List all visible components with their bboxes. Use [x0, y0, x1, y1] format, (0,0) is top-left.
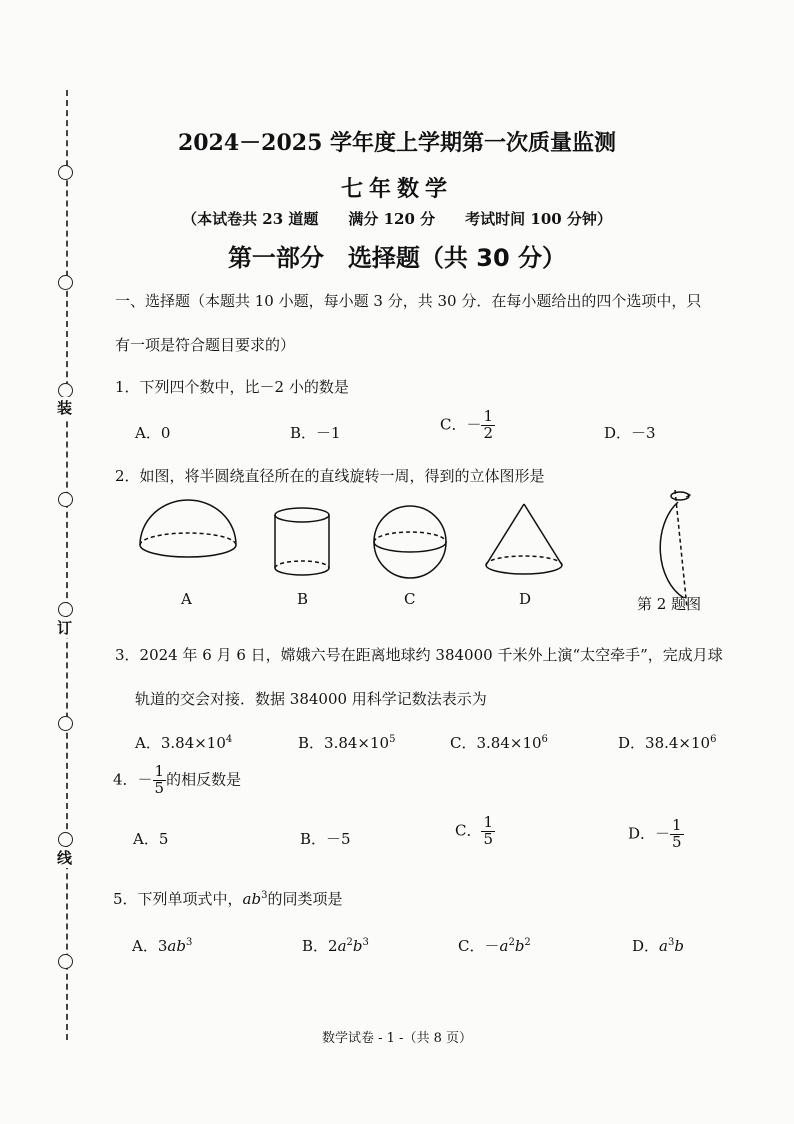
section-heading-line1: 一、选择题（本题共 10 小题，每小题 3 分，共 30 分．在每小题给出的四个选项中，只: [115, 292, 702, 310]
q3-option-b: [298, 732, 395, 753]
q3-stem-line2: 轨道的交会对接．数据 384000 用科学记数法表示为: [135, 690, 487, 708]
q4-c-numerator: 1: [483, 813, 494, 831]
q3-option-a: [135, 732, 232, 753]
q3-b-exponent: 5: [389, 734, 396, 745]
q5-c-var1: a: [499, 937, 509, 955]
binding-hole: [58, 954, 73, 969]
semicircle-rotation-figure: [660, 490, 690, 608]
q4-stem-fraction: [153, 764, 167, 797]
q5-c-var2: b: [514, 937, 525, 955]
q5-b-exp2: 3: [362, 937, 369, 948]
binding-dashed-line: [66, 90, 68, 1040]
q1-stem: 1．下列四个数中，比－2 小的数是: [115, 378, 349, 396]
q3-a-base: A．3.84×10: [135, 734, 226, 752]
q3-option-c: [450, 732, 548, 753]
q1-c-denominator: 2: [483, 423, 494, 442]
q1-option-d: D．－3: [604, 424, 656, 442]
q3-stem-line1: 3．2024 年 6 月 6 日，嫦娥六号在距离地球约 384000 千米外上演“太空牵手”，完成月球: [115, 646, 723, 664]
q5-stem-variable: ab: [242, 890, 262, 908]
q2-stem: 2．如图，将半圆绕直径所在的直线旋转一周，得到的立体图形是: [115, 467, 545, 485]
q5-d-exp1: 3: [667, 937, 675, 948]
q3-c-base: C．3.84×10: [450, 734, 542, 752]
q5-a-variable: ab: [167, 937, 186, 955]
binding-hole: [58, 716, 73, 731]
q3-option-d: [618, 732, 716, 753]
q2-figure-caption: 第 2 题图: [637, 595, 702, 613]
q2-label-a: A: [181, 590, 192, 608]
q3-a-exponent: 4: [225, 734, 233, 745]
q4-stem: [113, 764, 241, 797]
q4-option-c: [455, 815, 495, 848]
q4-stem-tail: 的相反数是: [166, 770, 242, 789]
q2-label-c: C: [404, 590, 416, 608]
q1-option-b: B．－1: [290, 424, 341, 442]
cylinder-figure: [275, 508, 329, 575]
sphere-figure: [374, 506, 446, 578]
q5-option-a: [132, 935, 192, 956]
q5-stem-prefix: 5．下列单项式中，: [113, 890, 243, 908]
q5-a-prefix: A．3: [132, 937, 168, 955]
exam-title: 2024－2025 学年度上学期第一次质量监测: [177, 130, 617, 156]
q4-option-d-prefix: D．－: [628, 824, 671, 843]
q5-d-var1: a: [659, 937, 668, 955]
q5-stem-tail: 的同类项是: [267, 890, 343, 908]
q3-d-base: D．38.4×10: [618, 734, 711, 752]
q4-option-d: [628, 818, 684, 851]
q1-option-c-fraction: [481, 409, 495, 442]
section-heading-line2: 有一项是符合题目要求的）: [115, 336, 296, 354]
q5-c-exp2: 2: [524, 937, 531, 948]
q5-a-exponent: 3: [185, 937, 193, 948]
q5-stem-exponent: 3: [261, 890, 268, 901]
binding-char-zhuang: 装: [57, 399, 73, 417]
q5-d-var2: b: [674, 937, 684, 955]
q5-stem: [113, 888, 342, 909]
q2-label-b: B: [297, 590, 309, 608]
q5-c-exp1: 2: [508, 937, 515, 948]
cone-figure: [486, 504, 562, 574]
part-title: 第一部分 选择题（共 30 分）: [227, 244, 567, 272]
q4-option-c-fraction: [481, 815, 495, 848]
q4-d-numerator: 1: [672, 816, 682, 834]
q4-numerator: 1: [154, 762, 165, 780]
binding-char-xian: 线: [57, 849, 73, 867]
q4-number: 4．－: [113, 770, 153, 789]
binding-hole: [58, 275, 73, 290]
page-footer: 数学试卷 - 1 -（共 8 页）: [322, 1031, 472, 1046]
exam-subtitle: 七年数学: [340, 176, 453, 202]
q4-d-denominator: 5: [672, 832, 682, 851]
q4-denominator: 5: [154, 778, 165, 797]
q5-b-var1: a: [337, 937, 347, 955]
q1-option-a: A．0: [135, 424, 171, 442]
q4-option-a: A．5: [133, 830, 169, 848]
binding-char-ding: 订: [57, 619, 73, 637]
binding-hole: [58, 832, 73, 847]
exam-info: （本试卷共 23 道题 满分 120 分 考试时间 100 分钟）: [182, 210, 612, 228]
q1-option-c-prefix: C．－: [440, 415, 482, 434]
q3-d-exponent: 6: [710, 734, 717, 745]
q5-c-prefix: C．－: [458, 937, 500, 955]
q4-option-d-fraction: [670, 818, 684, 851]
q5-b-prefix: B．2: [302, 937, 338, 955]
q3-b-base: B．3.84×10: [298, 734, 390, 752]
q4-option-b: B．－5: [300, 830, 351, 848]
hemisphere-figure: [140, 500, 236, 557]
binding-hole: [58, 602, 73, 617]
q1-c-numerator: 1: [483, 407, 494, 425]
q2-label-d: D: [519, 590, 532, 608]
q4-option-c-prefix: C．: [455, 821, 482, 840]
binding-hole: [58, 383, 73, 398]
q3-c-exponent: 6: [541, 734, 548, 745]
q5-option-b: [302, 935, 369, 956]
q5-b-exp1: 2: [346, 937, 353, 948]
q4-c-denominator: 5: [483, 829, 494, 848]
q5-b-var2: b: [352, 937, 363, 955]
q5-option-c: [458, 935, 531, 956]
binding-hole: [58, 492, 73, 507]
q1-option-c: [440, 409, 495, 442]
q5-d-prefix: D．: [632, 937, 660, 955]
q5-option-d: [632, 935, 684, 956]
